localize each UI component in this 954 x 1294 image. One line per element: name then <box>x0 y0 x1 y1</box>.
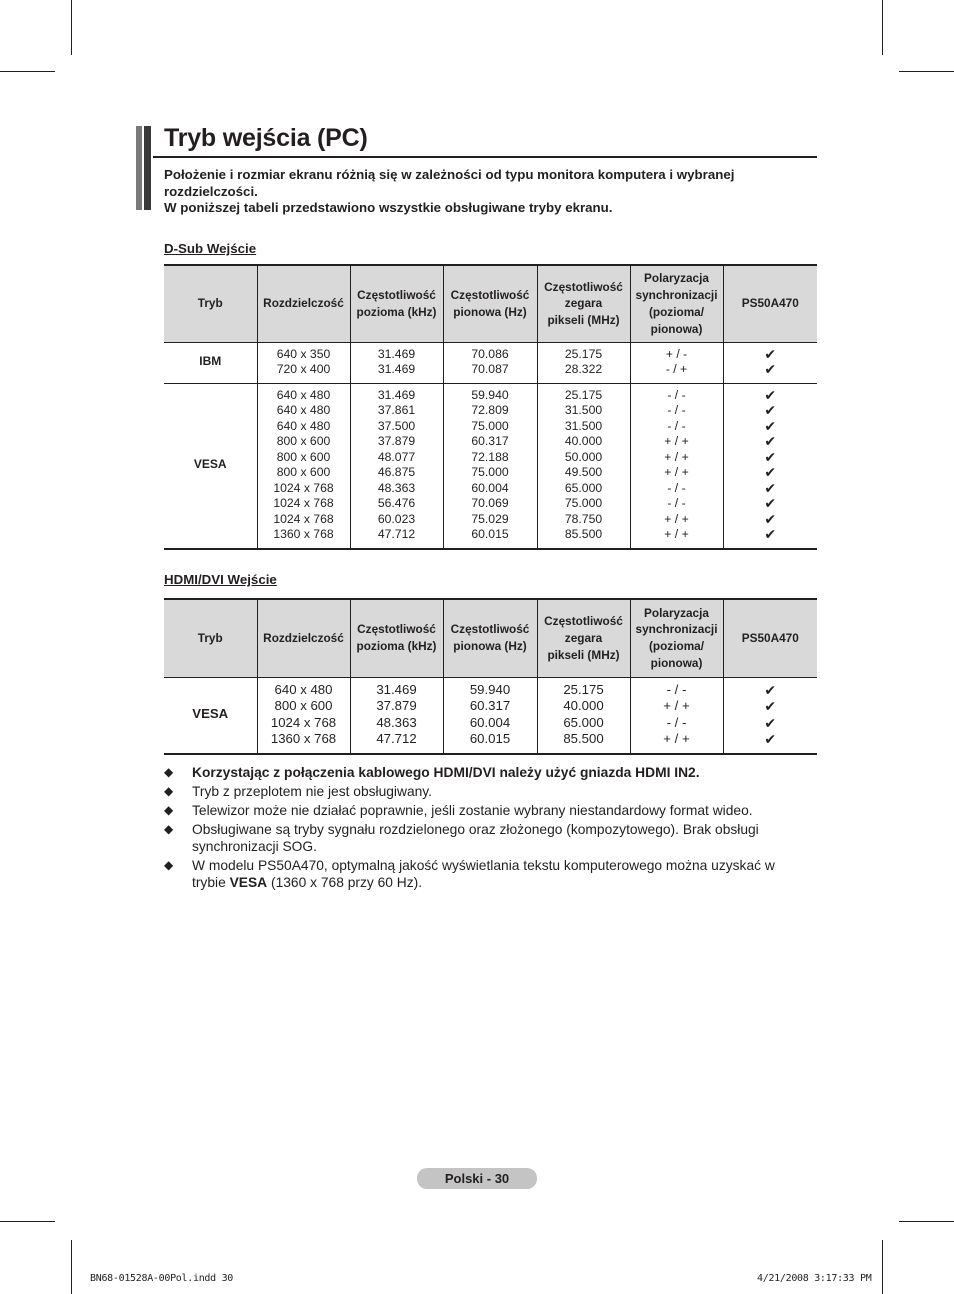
header-line: (pozioma/ <box>648 639 705 654</box>
header-line: pionowa (Hz) <box>453 639 527 654</box>
cell-value: 65.000 <box>564 480 603 495</box>
checkmark-icon: ✔ <box>764 731 777 747</box>
header-resolution: Rozdzielczość <box>257 265 350 342</box>
diamond-bullet-icon: ◆ <box>164 765 174 779</box>
header-line: pozioma (kHz) <box>356 304 437 319</box>
crop-mark <box>882 0 883 55</box>
cell-value: 78.750 <box>564 511 603 526</box>
cell-value: 31.500 <box>564 403 603 417</box>
cell-value: 37.879 <box>377 434 416 448</box>
note-item <box>164 783 804 800</box>
polarity-cell <box>630 383 723 549</box>
resolution-cell <box>257 677 350 754</box>
note-text-part: (1360 x 768 przy 60 Hz). <box>267 875 423 890</box>
cell-value: - / - <box>667 387 686 402</box>
cell-value: 60.015 <box>471 527 509 541</box>
header-line: zegara <box>564 630 603 645</box>
checkmark-icon: ✔ <box>764 495 777 511</box>
supported-cell <box>723 677 817 754</box>
cell-value: 640 x 350 <box>276 346 331 361</box>
note-text <box>192 858 775 890</box>
diamond-bullet-icon: ◆ <box>164 803 174 817</box>
cell-value: 60.023 <box>377 511 416 526</box>
pixel-clock-cell <box>537 383 630 549</box>
cell-value: + / + <box>663 698 690 713</box>
cell-value: 72.809 <box>471 403 509 417</box>
header-line: synchronizacji <box>635 287 718 302</box>
cell-value: 49.500 <box>564 465 603 479</box>
cell-value: 65.000 <box>563 714 604 730</box>
cell-value: 1024 x 768 <box>273 496 334 510</box>
cell-value: - / - <box>667 480 686 495</box>
cell-value: 28.322 <box>564 362 603 376</box>
note-text: Korzystając z połączenia kablowego HDMI/DVI należy użyć gniazda HDMI IN2. <box>192 765 700 780</box>
cell-value: 1024 x 768 <box>270 714 337 730</box>
cell-value: + / + <box>664 511 689 526</box>
cell-value: 37.861 <box>377 403 416 417</box>
slug-date: 4/21/2008 3:17:33 PM <box>757 1273 872 1284</box>
checkmark-icon: ✔ <box>764 417 777 434</box>
cell-value: 640 x 480 <box>276 403 331 417</box>
cell-value: 85.500 <box>564 527 603 541</box>
pixel-clock-cell <box>537 677 630 754</box>
page-title: Tryb wejścia (PC) <box>164 124 368 152</box>
header-model: PS50A470 <box>723 265 817 342</box>
cell-value: 800 x 600 <box>276 465 331 479</box>
cell-value: 31.469 <box>376 681 417 697</box>
header-line: synchronizacji <box>635 622 718 637</box>
mode-cell: IBM <box>164 342 257 383</box>
cell-value: 25.175 <box>564 387 603 402</box>
cell-value: 800 x 600 <box>274 698 333 713</box>
crop-mark <box>899 1221 954 1222</box>
cell-value: 31.469 <box>377 362 416 376</box>
header-line: pionowa (Hz) <box>453 304 527 319</box>
hdmi-heading: HDMI/DVI Wejście <box>164 572 277 587</box>
cell-value: 800 x 600 <box>276 449 331 464</box>
note-item <box>164 802 804 819</box>
header-v-freq <box>443 599 537 677</box>
cell-value: - / + <box>665 362 688 376</box>
header-h-freq <box>350 599 443 677</box>
diamond-bullet-icon: ◆ <box>164 784 174 798</box>
mode-cell: VESA <box>164 677 257 754</box>
cell-value: + / + <box>664 434 689 448</box>
checkmark-icon: ✔ <box>764 681 777 698</box>
cell-value: + / + <box>664 527 689 541</box>
page-number: Polski - 30 <box>417 1168 537 1189</box>
checkmark-icon: ✔ <box>764 433 777 449</box>
checkmark-icon: ✔ <box>764 464 777 480</box>
supported-cell <box>723 342 817 383</box>
notes-list <box>164 764 804 893</box>
cell-value: 59.940 <box>471 387 509 402</box>
cell-value: 70.086 <box>471 346 509 361</box>
dsub-modes-table <box>164 264 817 550</box>
cell-value: + / + <box>664 449 689 464</box>
cell-value: 60.004 <box>471 480 509 495</box>
header-pixel-clock <box>537 265 630 342</box>
cell-value: 640 x 480 <box>274 681 333 697</box>
intro-text <box>164 167 814 217</box>
cell-value: 31.469 <box>377 387 416 402</box>
cell-value: + / - <box>665 346 688 361</box>
header-line: pionowa) <box>650 321 703 336</box>
header-line: Częstotliwość <box>544 614 623 629</box>
header-polarity <box>630 265 723 342</box>
checkmark-icon: ✔ <box>764 698 777 714</box>
v-freq-cell <box>443 383 537 549</box>
header-line: Częstotliwość <box>544 279 623 294</box>
note-text-bold: VESA <box>229 875 268 890</box>
header-line: Częstotliwość <box>450 287 530 302</box>
cell-value: 70.069 <box>471 496 509 510</box>
intro-line: Położenie i rozmiar ekranu różnią się w zależności od typu monitora komputera i wybranej rozdzielczości. <box>164 167 735 199</box>
cell-value: 60.004 <box>469 714 511 730</box>
cell-value: 1360 x 768 <box>270 731 337 746</box>
crop-mark <box>0 1221 55 1222</box>
cell-value: + / + <box>664 465 689 479</box>
header-line: Częstotliwość <box>357 287 436 302</box>
title-decoration <box>136 126 152 210</box>
cell-value: - / - <box>666 714 687 730</box>
cell-value: 720 x 400 <box>276 362 331 376</box>
cell-value: - / - <box>667 496 686 510</box>
cell-value: 37.500 <box>377 418 416 433</box>
table-row <box>164 383 817 549</box>
title-divider <box>153 156 817 158</box>
cell-value: 70.087 <box>471 362 509 376</box>
pixel-clock-cell <box>537 342 630 383</box>
note-item <box>164 857 804 891</box>
header-pixel-clock <box>537 599 630 677</box>
cell-value: 25.175 <box>564 346 603 361</box>
checkmark-icon: ✔ <box>764 526 777 542</box>
diamond-bullet-icon: ◆ <box>164 822 174 836</box>
h-freq-cell <box>350 342 443 383</box>
header-line: (pozioma/ <box>648 304 705 319</box>
checkmark-icon: ✔ <box>764 510 777 527</box>
header-line: Częstotliwość <box>357 622 436 637</box>
crop-mark <box>899 71 954 72</box>
cell-value: 60.317 <box>471 434 509 448</box>
cell-value: 31.469 <box>377 346 416 361</box>
v-freq-cell <box>443 342 537 383</box>
cell-value: 40.000 <box>564 434 603 448</box>
cell-value: - / - <box>666 681 687 697</box>
cell-value: 60.317 <box>469 698 511 713</box>
resolution-cell <box>257 342 350 383</box>
note-text: Obsługiwane są tryby sygnału rozdzielonego oraz złożonego (kompozytowego). Brak obsługi synchronizacji SOG. <box>192 822 759 854</box>
checkmark-icon: ✔ <box>764 479 777 496</box>
dsub-heading: D-Sub Wejście <box>164 241 257 256</box>
slug-file: BN68-01528A-00Pol.indd 30 <box>90 1273 234 1284</box>
cell-value: 47.712 <box>376 731 417 746</box>
table-body <box>164 677 817 754</box>
header-resolution: Rozdzielczość <box>257 599 350 677</box>
crop-mark <box>71 1240 72 1294</box>
cell-value: - / - <box>667 418 686 433</box>
table-header-row <box>164 599 817 677</box>
h-freq-cell <box>350 383 443 549</box>
header-line: pikseli (MHz) <box>547 313 620 328</box>
hdmi-modes-table <box>164 598 817 755</box>
table-row <box>164 342 817 383</box>
header-line: zegara <box>564 296 603 311</box>
cell-value: 85.500 <box>563 731 604 746</box>
cell-value: 31.500 <box>564 418 603 433</box>
note-item <box>164 821 804 855</box>
cell-value: 75.029 <box>471 511 509 526</box>
note-text-part: W modelu PS50A470, optymalną jakość wyświetlania tekstu komputerowego można uzyskać w trybie <box>192 858 775 890</box>
checkmark-icon: ✔ <box>764 448 777 465</box>
cell-value: 40.000 <box>563 698 604 713</box>
cell-value: 75.000 <box>471 418 509 433</box>
header-line: Polaryzacja <box>644 271 709 286</box>
crop-mark <box>71 0 72 55</box>
cell-value: 37.879 <box>376 698 417 713</box>
cell-value: 1360 x 768 <box>273 527 334 541</box>
note-text: Tryb z przeplotem nie jest obsługiwany. <box>192 784 433 799</box>
checkmark-icon: ✔ <box>764 386 777 403</box>
header-line: pionowa) <box>650 656 703 671</box>
header-model: PS50A470 <box>723 599 817 677</box>
mode-cell: VESA <box>164 383 257 549</box>
cell-value: 48.363 <box>377 480 416 495</box>
cell-value: 46.875 <box>377 465 416 479</box>
header-mode: Tryb <box>164 599 257 677</box>
cell-value: 56.476 <box>377 496 416 510</box>
cell-value: 25.175 <box>563 681 604 697</box>
cell-value: 800 x 600 <box>276 434 331 448</box>
header-polarity <box>630 599 723 677</box>
polarity-cell <box>630 677 723 754</box>
cell-value: 640 x 480 <box>276 387 331 402</box>
checkmark-icon: ✔ <box>764 402 777 418</box>
cell-value: 47.712 <box>377 527 416 541</box>
table-row <box>164 677 817 754</box>
crop-mark <box>0 71 55 72</box>
diamond-bullet-icon: ◆ <box>164 858 174 872</box>
cell-value: 75.000 <box>564 496 603 510</box>
cell-value: 48.077 <box>377 449 416 464</box>
resolution-cell <box>257 383 350 549</box>
table-body <box>164 342 817 549</box>
header-v-freq <box>443 265 537 342</box>
checkmark-icon: ✔ <box>764 361 777 377</box>
cell-value: 1024 x 768 <box>273 480 334 495</box>
header-line: pozioma (kHz) <box>356 639 437 654</box>
cell-value: 50.000 <box>564 449 603 464</box>
header-h-freq <box>350 265 443 342</box>
cell-value: 1024 x 768 <box>273 511 334 526</box>
note-text: Telewizor może nie działać poprawnie, jeśli zostanie wybrany niestandardowy format wideo. <box>192 803 753 818</box>
cell-value: 640 x 480 <box>276 418 331 433</box>
header-line: pikseli (MHz) <box>547 647 620 662</box>
checkmark-icon: ✔ <box>764 714 777 731</box>
header-mode: Tryb <box>164 265 257 342</box>
polarity-cell <box>630 342 723 383</box>
intro-line: W poniższej tabeli przedstawiono wszystkie obsługiwane tryby ekranu. <box>164 200 613 215</box>
crop-mark <box>882 1240 883 1294</box>
cell-value: 60.015 <box>469 731 511 746</box>
table-header-row <box>164 265 817 342</box>
cell-value: 75.000 <box>471 465 509 479</box>
checkmark-icon: ✔ <box>764 345 777 362</box>
header-line: Częstotliwość <box>450 622 530 637</box>
header-line: Polaryzacja <box>644 605 709 620</box>
cell-value: + / + <box>663 731 690 746</box>
note-item <box>164 764 804 781</box>
cell-value: 72.188 <box>471 449 509 464</box>
cell-value: 48.363 <box>376 714 417 730</box>
supported-cell <box>723 383 817 549</box>
v-freq-cell <box>443 677 537 754</box>
cell-value: 59.940 <box>469 681 511 697</box>
cell-value: - / - <box>667 403 686 417</box>
h-freq-cell <box>350 677 443 754</box>
